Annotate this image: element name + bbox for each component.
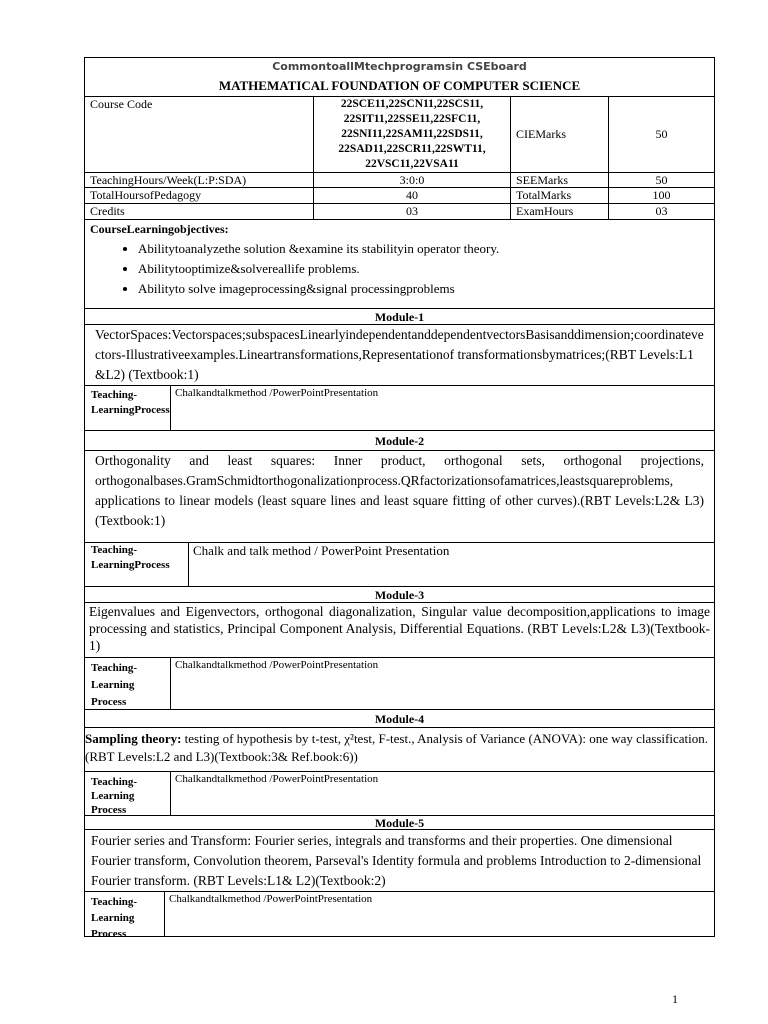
objectives-title: CourseLearningobjectives: xyxy=(90,222,229,236)
module-4-tlp xyxy=(85,771,714,815)
hours-row xyxy=(85,172,714,187)
tlp-label: Teaching-Learning Process xyxy=(85,772,171,815)
credits-value: 03 xyxy=(313,204,510,219)
tlp-label: Teaching-LearningProcess xyxy=(85,543,189,586)
tlp-value: Chalkandtalkmethod /PowerPointPresentation xyxy=(175,773,379,785)
credits-label: Credits xyxy=(90,204,125,218)
pedagogy-row xyxy=(85,187,714,203)
learning-objectives xyxy=(85,219,714,308)
tlp-value: Chalk and talk method / PowerPoint Presentation xyxy=(193,543,450,558)
teaching-hours-value: 3:0:0 xyxy=(313,173,510,187)
module-2-tlp xyxy=(85,542,714,586)
see-marks-label: SEEMarks xyxy=(510,173,608,187)
module-2-content: Orthogonality and least squares: Inner product, orthogonal sets, orthogonal projections, orthogonalbases.GramSchmidtorthogonalizationprocess.QRfactorizationsofamatrices,leastsquareproblems, applications to linear models (least square lines and least square fitting of other curves).(RBT Levels:L2& L3)(Textbook:1) xyxy=(85,450,714,542)
course-title: MATHEMATICAL FOUNDATION OF COMPUTER SCIENCE xyxy=(218,78,581,93)
tlp-label: Teaching-LearningProcess xyxy=(85,386,171,430)
module-4-heading: Module-4 xyxy=(85,709,714,727)
pedagogy-hours-value: 40 xyxy=(313,188,510,203)
module-1-heading: Module-1 xyxy=(85,308,714,324)
module-3-tlp xyxy=(85,657,714,709)
module-1-content: VectorSpaces:Vectorspaces;subspacesLinearlyindependentanddependentvectorsBasisanddimension;coordinatevectors-Illustrativeexamples.Lineartransformations,Representationof transformationsbymatrices;(RBT Levels:L1 &L2) (Textbook:1) xyxy=(85,324,714,385)
module-5-tlp xyxy=(85,891,714,940)
course-code-label: Course Code xyxy=(90,97,153,111)
see-marks-value: 50 xyxy=(608,173,714,187)
exam-hours-value: 03 xyxy=(608,204,714,219)
tlp-label: Teaching-Learning Process xyxy=(85,658,171,709)
total-marks-value: 100 xyxy=(608,188,714,203)
total-marks-label: TotalMarks xyxy=(510,188,608,203)
module-3-heading: Module-3 xyxy=(85,586,714,602)
tlp-label: Teaching-Learning Process xyxy=(85,892,165,936)
objective-item: • Abilitytooptimize&solvereallife problems. xyxy=(138,259,709,279)
page-number: 1 xyxy=(672,992,678,1006)
module-4-content xyxy=(85,727,714,771)
module-2-heading: Module-2 xyxy=(85,430,714,450)
sampling-theory-title: Sampling theory: xyxy=(85,731,182,746)
tlp-value: Chalkandtalkmethod /PowerPointPresentation xyxy=(175,659,379,671)
common-programs-line: CommontoallMtechprogramsin CSEboard xyxy=(272,60,527,73)
tlp-value: Chalkandtalkmethod /PowerPointPresentation xyxy=(175,387,379,399)
module-3-content: Eigenvalues and Eigenvectors, orthogonal diagonalization, Singular value decomposition,applications to image processing and statistics, Principal Component Analysis, Differential Equations. (RBT Levels:L2& L3)(Textbook-1) xyxy=(85,602,714,657)
exam-hours-label: ExamHours xyxy=(510,204,608,219)
module-5-heading: Module-5 xyxy=(85,815,714,829)
cie-marks-label: CIEMarks xyxy=(510,97,608,172)
teaching-hours-label: TeachingHours/Week(L:P:SDA) xyxy=(90,173,247,187)
module-5-content: Fourier series and Transform: Fourier series, integrals and transforms and their properties. One dimensional Fourier transform, Convolution theorem, Parseval's Identity formula and problems Introduction to 2-dimensional Fourier transform. (RBT Levels:L1& L2)(Textbook:2) xyxy=(85,829,714,891)
module-4-text: testing of hypothesis by t-test, χ²test, F-test., Analysis of Variance (ANOVA): one way classification.(RBT Levels:L2 and L3)(Textbook:3& Ref.book:6)) xyxy=(85,731,708,764)
course-code-value: 22SCE11,22SCN11,22SCS11, 22SIT11,22SSE11,22SFC11, 22SNI11,22SAM11,22SDS11, 22SAD11,22SCR11,22SWT11, 22VSC11,22VSA11 xyxy=(313,97,510,172)
course-code-row xyxy=(85,96,714,172)
objective-item: • Abilitytoanalyzethe solution &examine its stabilityin operator theory. xyxy=(138,239,709,259)
objective-item: • Abilityto solve imageprocessing&signal processingproblems xyxy=(138,279,709,299)
module-1-tlp xyxy=(85,385,714,430)
cie-marks-value: 50 xyxy=(608,97,714,172)
pedagogy-hours-label: TotalHoursofPedagogy xyxy=(90,188,202,202)
credits-row xyxy=(85,203,714,219)
syllabus-table xyxy=(84,57,715,940)
tlp-value: Chalkandtalkmethod /PowerPointPresentation xyxy=(169,893,373,905)
